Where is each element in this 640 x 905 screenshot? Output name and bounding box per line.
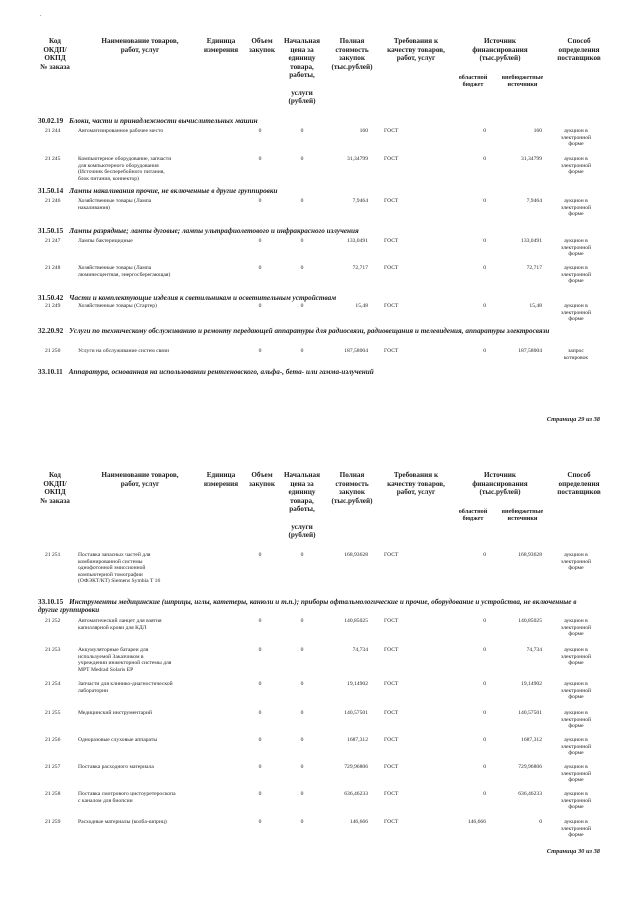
header-volume: Объем закупок [249,37,275,54]
header-volume: Объем закупок [249,471,275,488]
page-number: Страница 29 из 38 [546,416,600,423]
section-heading: 30.02.19 Блоки, части и принадлежности вычислительных машин [38,117,258,125]
section-heading: 33.10.15 Инструменты медицинские (шприцы, иглы, катетеры, канюли и т.п.); приборы офтальмологические и прочие, оборудование и устройства, не включенные в другие группировки [38,598,577,615]
header-requirements: Требования к качеству товаров, работ, услуг [387,37,445,63]
document-page-29: . Код ОКДП/ ОКПД № заказа Наименование товаров, работ, услуг Единица измерения Объем закупок Начальная цена за единицу товара, работы, услуги (рублей) Полная стоимость закупок (тыс.рублей) Требования к качеству товаров, работ, услуг Источник финансирования (тыс.рублей) областной бюджет внебюджетные источники Способ определения поставщиков 30.02.19 Блоки, части и принадлежности вычислительных машин 21 244 Автоматизированное рабочее место 0 0 160 ГОСТ 0 160 аукцион в электронной форме 21 245 Компьютерное оборудование, запчасти для компьютерного оборудования (Источник бесперебойного питания, блок питания, коннектор) 0 0 31,34799 ГОСТ 0 31,34799 аукцион в электронной форме 31.50.14 Лампы накаливания прочие, не включенные в другие группировки 21 246 Хозяйственные товары (Лампа накаливания) 0 0 7,9464 ГОСТ 0 7,9464 аукцион в электронной форме 31.50.15 Лампы разрядные; лампы дуговые; лампы ультрафиолетового и инфракрасного излучения 21 247 Лампы бактерицидные 0 0 133,0491 ГОСТ 0 133,0491 аукцион в электронной форме 21 248 Хозяйственные товары (Лампа люминесцентная, энергосберегающая) 0 0 72,717 ГОСТ 0 72,717 аукцион в электронной форме 31.50.42 Части и комплектующие изделия к светильникам и осветительным устройствам 21 249 Хозяйственные товары (Стартер) 0 0 15,48 ГОСТ 0 15,48 аукцион в электронной форме 32.20.92 Услуги по техническому обслуживанию и ремонту передающей аппаратуры для радиосвязи, радиовещания и телевидения, аппаратуры электросвязи 21 250 Услуги на обслуживание систем связи 0 0 187,58004 ГОСТ 0 187,58004 запрос котировок 33.10.11 Аппаратура, основанная на использовании рентгеновского, альфа-, бета- или гамма-излучений Страница 29 из 38 [0,0,640,450]
header-name: Наименование товаров, работ, услуг [101,37,179,54]
document-page-30: Код ОКДП/ ОКПД № заказа Наименование товаров, работ, услуг Единица измерения Объем закупок Начальная цена за единицу товара, работы, услуги (рублей) Полная стоимость закупок (тыс.рублей) Требования к качеству товаров, работ, услуг Источник финансирования (тыс.рублей) областной бюджет внебюджетные источники Способ определения поставщиков 21 251 Поставка запасных частей для комбинированной системы однофотонной эмиссионной компьютерной томографии (ОФЭКТ/КТ) Siemens Symbia T 16 0 0 168,93628 ГОСТ 0 168,93628 аукцион в электронной форме 33.10.15 Инструменты медицинские (шприцы, иглы, катетеры, канюли и т.п.); приборы офтальмологические и прочие, оборудование и устройства, не включенные в другие группировки 21 252 Автоматический ланцет для взятия капиллярной крови для КДЛ 0 0 140,85025 ГОСТ 0 140,85025 аукцион в электронной форме 21 253 Аккумуляторные батареи для используемой Заказчиком в учреждении инжекторной системы для МРТ Medrad Solaris EP 0 0 74,734 ГОСТ 0 74,734 аукцион в электронной форме 21 254 Запчасти для клинико-диагностической лаборатории 0 0 19,14902 ГОСТ 0 19,14902 аукцион в электронной форме 21 255 Медицинский инструментарий 0 0 140,57501 ГОСТ 0 140,57501 аукцион в электронной форме 21 256 Одноразовые слуховые аппараты 0 0 1687,312 ГОСТ 0 1687,312 аукцион в электронной форме 21 257 Поставка расходного материала 0 0 729,96806 ГОСТ 0 729,96806 аукцион в электронной форме 21 258 Поставка смотрового цистоуретероскопа с каналом для биопсии 0 0 636,46233 ГОСТ 0 636,46233 аукцион в электронной форме 21 259 Расходные материалы (колба-шприц) 0 0 146,666 ГОСТ 146,666 0 аукцион в электронной форме Страница 30 из 38 [0,455,640,905]
header-source: Источник финансирования (тыс.рублей) [472,37,528,63]
header-total: Полная стоимость закупок (тыс.рублей) [331,37,373,71]
header-total: Полная стоимость закупок (тыс.рублей) [331,471,373,505]
section-heading: 31.50.42 Части и комплектующие изделия к светильникам и осветительным устройствам [38,294,337,302]
header-source-regional: областной бюджет [458,508,488,523]
header-method: Способ определения поставщиков [557,471,601,497]
header-unit: Единица измерения [203,37,239,54]
header-source-extra: внебюджетные источники [501,74,544,89]
header-unit: Единица измерения [203,471,239,488]
header-source-regional: областной бюджет [458,74,488,89]
header-source-extra: внебюджетные источники [501,508,544,523]
page-number: Страница 30 из 38 [546,848,600,855]
header-code: Код ОКДП/ ОКПД № заказа [40,471,70,505]
header-name: Наименование товаров, работ, услуг [101,471,179,488]
header-requirements: Требования к качеству товаров, работ, услуг [387,471,445,497]
section-heading: 33.10.11 Аппаратура, основанная на использовании рентгеновского, альфа-, бета- или гамма-излучений [38,368,374,376]
section-heading: 31.50.15 Лампы разрядные; лампы дуговые; лампы ультрафиолетового и инфракрасного излучения [38,227,359,235]
header-price: Начальная цена за единицу товара, работы, услуги (рублей) [283,471,321,540]
scan-mark: . [40,12,42,18]
section-heading: 32.20.92 Услуги по техническому обслуживанию и ремонту передающей аппаратуры для радиосвязи, радиовещания и телевидения, аппаратуры электросвязи [38,327,550,335]
header-method: Способ определения поставщиков [557,37,601,63]
header-code: Код ОКДП/ ОКПД № заказа [40,37,70,71]
section-heading: 31.50.14 Лампы накаливания прочие, не включенные в другие группировки [38,187,278,195]
header-price: Начальная цена за единицу товара, работы, услуги (рублей) [283,37,321,106]
header-source: Источник финансирования (тыс.рублей) [472,471,528,497]
